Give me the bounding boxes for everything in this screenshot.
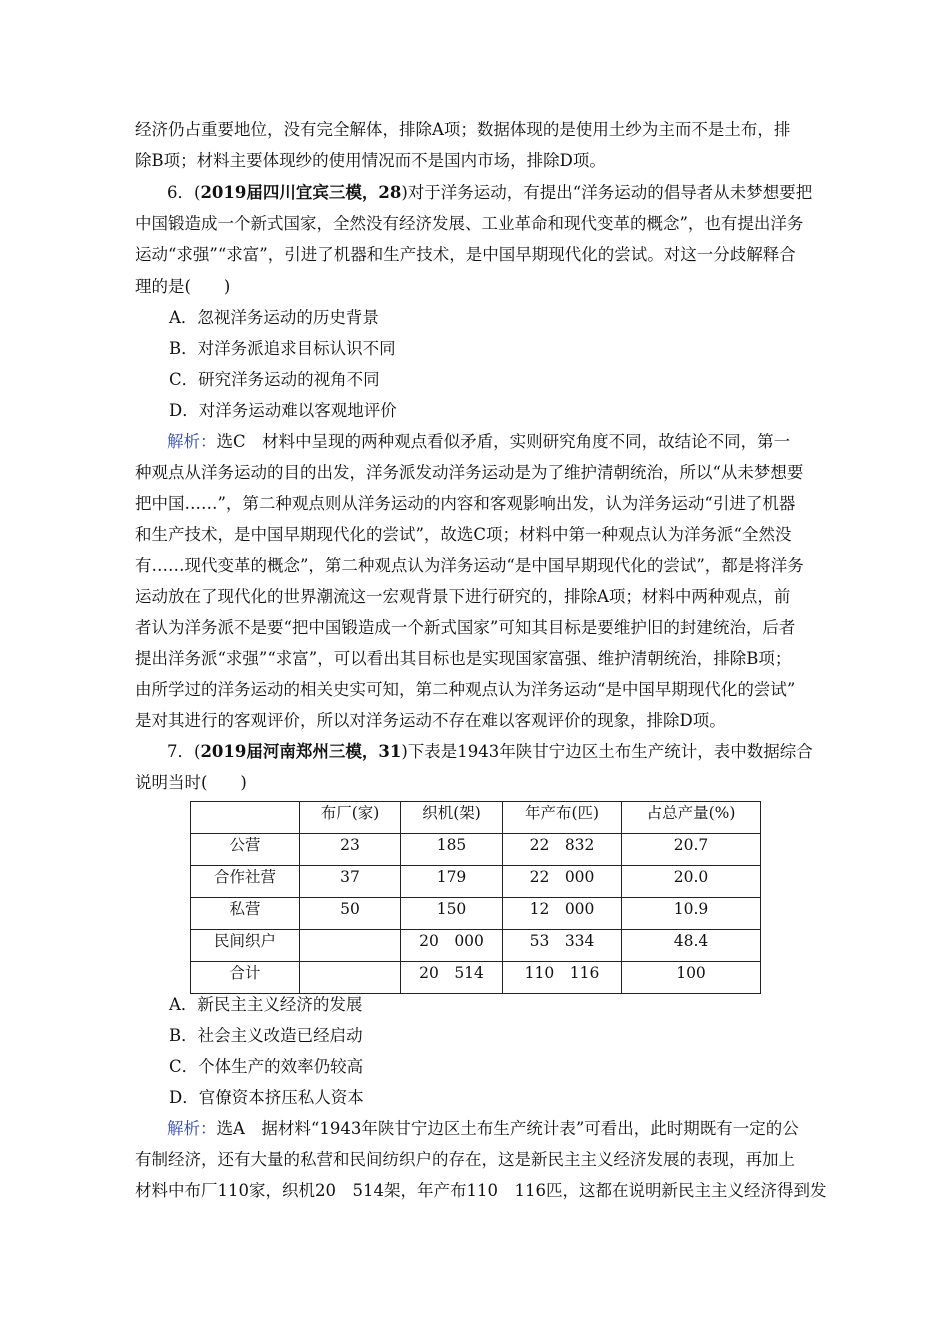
question-6-analysis-line: 种观点从洋务运动的目的出发，洋务派发动洋务运动是为了维护清朝统治，所以“从未梦想要: [135, 463, 804, 482]
table-cell: 53 334: [503, 930, 622, 962]
table-row: [191, 962, 761, 994]
table-header-cell: 布厂(家): [300, 802, 401, 834]
question-6-analysis-line: 者认为洋务派不是要“把中国锻造成一个新式国家”可知其目标是要维护旧的封建统治，后者: [135, 618, 796, 637]
table-cell: 100: [622, 962, 761, 994]
analysis-label: 解析：: [167, 432, 217, 451]
question-7-option-a: A．新民主主义经济的发展: [169, 995, 363, 1014]
question-6-analysis-line: 把中国……”，第二种观点则从洋务运动的内容和客观影响出发，认为洋务运动“引进了机器: [135, 494, 796, 513]
table-cell: 民间织户: [191, 930, 300, 962]
question-number: 7．: [167, 742, 194, 761]
source-open-paren: (: [194, 742, 201, 761]
question-6-analysis-line: [167, 432, 790, 452]
question-6-option-c: C．研究洋务运动的视角不同: [169, 370, 380, 389]
question-6-analysis-line: 是对其进行的客观评价，所以对洋务运动不存在难以客观评价的现象，排除D项。: [135, 711, 726, 730]
question-number: 6．: [167, 183, 194, 202]
table-cell: 185: [401, 834, 503, 866]
question-7-option-b: B．社会主义改造已经启动: [169, 1026, 363, 1045]
table-cell: [300, 962, 401, 994]
table-header-cell: 占总产量(%): [622, 802, 761, 834]
table-cell: 公营: [191, 834, 300, 866]
table-cell: 37: [300, 866, 401, 898]
table-cell: 22 000: [503, 866, 622, 898]
table-header-row: [191, 802, 761, 834]
table-cell: 合计: [191, 962, 300, 994]
question-7-stem-line: 说明当时( ): [135, 773, 247, 792]
table-cell: 12 000: [503, 898, 622, 930]
table-header-cell: [191, 802, 300, 834]
table-header-cell: 织机(架): [401, 802, 503, 834]
table-cell: 合作社营: [191, 866, 300, 898]
question-7-option-c: C．个体生产的效率仍较高: [169, 1057, 364, 1076]
question-6-stem-line: [167, 183, 812, 203]
table-cell: 23: [300, 834, 401, 866]
question-source: 2019届四川宜宾三模，28: [200, 183, 402, 202]
table-cell: 50: [300, 898, 401, 930]
paragraph-line: 经济仍占重要地位，没有完全解体，排除A项；数据体现的是使用土纱为主而不是土布，排: [135, 120, 791, 139]
table-cell: 20 000: [401, 930, 503, 962]
production-table: [190, 801, 761, 994]
table-cell: 48.4: [622, 930, 761, 962]
table-cell: [300, 930, 401, 962]
question-7-analysis-line: [167, 1119, 799, 1139]
source-open-paren: (: [194, 183, 201, 202]
question-stem-text: 对于洋务运动，有提出“洋务运动的倡导者从未梦想要把: [407, 183, 813, 202]
table-header-cell: 年产布(匹): [503, 802, 622, 834]
question-7-analysis-line: 材料中布厂110家，织机20 514架，年产布110 116匹，这都在说明新民主主义经济得到发: [135, 1181, 827, 1200]
question-6-analysis-line: 有……现代变革的概念”，第二种观点认为洋务运动“是中国早期现代化的尝试”，都是将洋务: [135, 556, 804, 575]
question-6-analysis-line: 运动放在了现代化的世界潮流这一宏观背景下进行研究的，排除A项；材料中两种观点，前: [135, 587, 791, 606]
question-6-option-b: B．对洋务派追求目标认识不同: [169, 339, 396, 358]
table-row: [191, 866, 761, 898]
question-7-analysis-line: 有制经济，还有大量的私营和民间纺织户的存在，这是新民主主义经济发展的表现，再加上: [135, 1150, 795, 1169]
question-6-option-a: A．忽视洋务运动的历史背景: [169, 308, 379, 327]
question-6-stem-line: 理的是( ): [135, 277, 231, 296]
table-cell: 20.0: [622, 866, 761, 898]
table-cell: 110 116: [503, 962, 622, 994]
question-6-analysis-line: 和生产技术，是中国早期现代化的尝试”，故选C项；材料中第一种观点认为洋务派“全然没: [135, 525, 792, 544]
question-7-stem-line: [167, 742, 813, 762]
question-6-analysis-line: 由所学过的洋务运动的相关史实可知，第二种观点认为洋务运动“是中国早期现代化的尝试”: [135, 680, 796, 699]
source-close-paren: ): [401, 742, 408, 761]
table-cell: 20 514: [401, 962, 503, 994]
table-cell: 22 832: [503, 834, 622, 866]
question-6-stem-line: 运动“求强”“求富”，引进了机器和生产技术，是中国早期现代化的尝试。对这一分歧解释合: [135, 245, 796, 264]
question-6-analysis-line: 提出洋务派“求强”“求富”，可以看出其目标也是实现国家富强、维护清朝统治，排除B项；: [135, 649, 792, 668]
table-cell: 150: [401, 898, 503, 930]
table-cell: 20.7: [622, 834, 761, 866]
table-row: [191, 930, 761, 962]
table-cell: 私营: [191, 898, 300, 930]
question-7-option-d: D．官僚资本挤压私人资本: [169, 1088, 364, 1107]
question-source: 2019届河南郑州三模，31: [200, 742, 402, 761]
question-6-option-d: D．对洋务运动难以客观地评价: [169, 401, 397, 420]
analysis-text: 选A 据材料“1943年陕甘宁边区土布生产统计表”可看出，此时期既有一定的公: [216, 1119, 799, 1138]
question-stem-text: 下表是1943年陕甘宁边区土布生产统计，表中数据综合: [407, 742, 813, 761]
analysis-label: 解析：: [167, 1119, 217, 1138]
analysis-text: 选C 材料中呈现的两种观点看似矛盾，实则研究角度不同，故结论不同，第一: [216, 432, 791, 451]
table-row: [191, 898, 761, 930]
table-cell: 10.9: [622, 898, 761, 930]
table-cell: 179: [401, 866, 503, 898]
paragraph-line: 除B项；材料主要体现纱的使用情况而不是国内市场，排除D项。: [135, 151, 606, 170]
table-row: [191, 834, 761, 866]
question-6-stem-line: 中国锻造成一个新式国家，全然没有经济发展、工业革命和现代变革的概念”，也有提出洋务: [135, 214, 804, 233]
source-close-paren: ): [401, 183, 408, 202]
